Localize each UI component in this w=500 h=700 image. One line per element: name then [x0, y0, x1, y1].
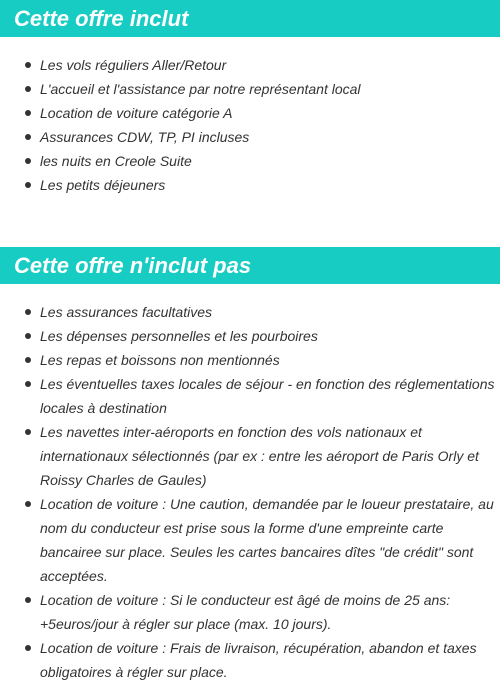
bullet-icon: [25, 645, 31, 651]
bullet-icon: [25, 134, 31, 140]
bullet-icon: [25, 86, 31, 92]
bullet-icon: [25, 597, 31, 603]
bullet-icon: [25, 182, 31, 188]
included-section-title: Cette offre inclut: [0, 0, 500, 37]
excluded-list: [0, 300, 500, 684]
bullet-icon: [25, 158, 31, 164]
list-item-text: Location de voiture catégorie A: [40, 105, 233, 121]
bullet-icon: [25, 333, 31, 339]
list-item-text: Les dépenses personnelles et les pourboires: [40, 328, 318, 344]
list-item-text: Location de voiture : Frais de livraison, récupération, abandon et taxes obligatoires à régler sur place.: [40, 640, 477, 680]
list-item-text: Les navettes inter-aéroports en fonction des vols nationaux et internationaux sélectionnés (par ex : entre les aéroport de Paris Orly et Roissy Charles de Gaules): [40, 424, 479, 488]
bullet-icon: [25, 381, 31, 387]
bullet-icon: [25, 309, 31, 315]
list-item: [0, 324, 500, 348]
bullet-icon: [25, 110, 31, 116]
bullet-icon: [25, 429, 31, 435]
list-item: [0, 173, 500, 197]
list-item: [0, 101, 500, 125]
bullet-icon: [25, 62, 31, 68]
list-item: [0, 53, 500, 77]
list-item-text: Location de voiture : Si le conducteur est âgé de moins de 25 ans: +5euros/jour à régler sur place (max. 10 jours).: [40, 592, 451, 632]
list-item-text: Les petits déjeuners: [40, 177, 166, 193]
list-item-text: Location de voiture : Une caution, demandée par le loueur prestataire, au nom du conducteur est prise sous la forme d'une empreinte carte bancairee sur place. Seules les cartes bancaires dîtes "de crédit" sont acceptées.: [40, 496, 494, 584]
excluded-section-title: Cette offre n'inclut pas: [0, 247, 500, 284]
bullet-icon: [25, 357, 31, 363]
list-item-text: Les assurances facultatives: [40, 304, 212, 320]
included-list: [0, 53, 500, 197]
bullet-icon: [25, 501, 31, 507]
list-item-text: Assurances CDW, TP, PI incluses: [40, 129, 250, 145]
list-item-text: les nuits en Creole Suite: [40, 153, 192, 169]
list-item: [0, 348, 500, 372]
list-item: [0, 372, 500, 420]
list-item-text: L'accueil et l'assistance par notre représentant local: [40, 81, 361, 97]
list-item: [0, 492, 500, 588]
list-item-text: Les vols réguliers Aller/Retour: [40, 57, 227, 73]
list-item: [0, 588, 500, 636]
list-item-text: Les éventuelles taxes locales de séjour - en fonction des réglementations locales à destination: [40, 376, 495, 416]
list-item-text: Les repas et boissons non mentionnés: [40, 352, 280, 368]
list-item: [0, 77, 500, 101]
list-item: [0, 125, 500, 149]
list-item: [0, 636, 500, 684]
list-item: [0, 300, 500, 324]
list-item: [0, 420, 500, 492]
list-item: [0, 149, 500, 173]
